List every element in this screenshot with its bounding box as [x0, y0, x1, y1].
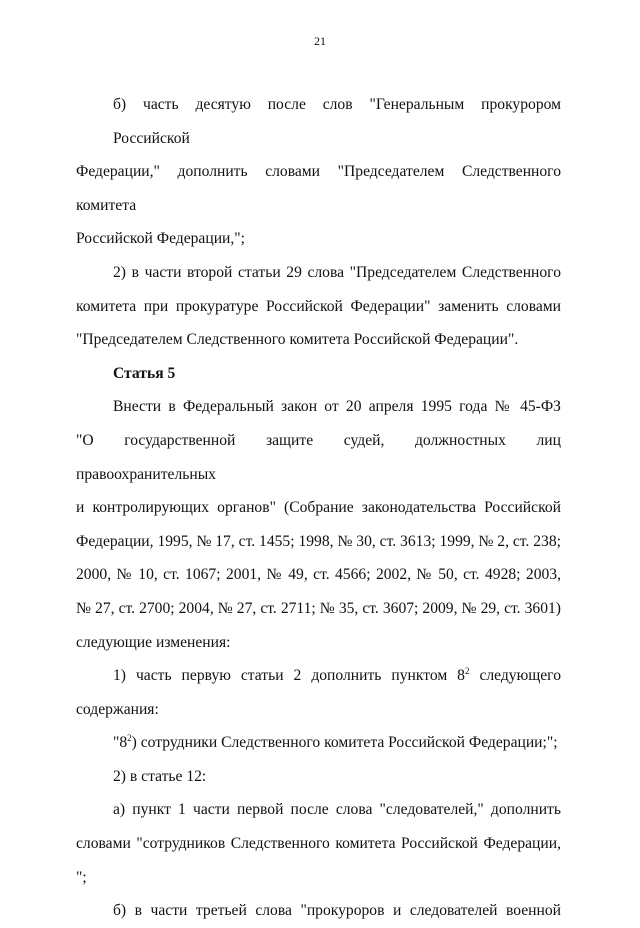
text-line: комитета при прокуратуре Российской Федерации" заменить словами [76, 297, 561, 315]
text-line: "О государственной защите судей, должностных лиц правоохранительных [76, 431, 561, 483]
text-line: 2) в части второй статьи 29 слова "Председателем Следственного [113, 263, 561, 281]
page-number: 21 [314, 34, 326, 48]
text-line: словами "сотрудников Следственного комитета Российской Федерации, "; [76, 835, 561, 886]
text-line: 2) в статье 12: [113, 767, 207, 785]
paragraph-item-1 [76, 659, 561, 726]
text-line: 2000, № 10, ст. 1067; 2001, № 49, ст. 4566; 2002, № 50, ст. 4928; 2003, [76, 566, 561, 584]
text-line: содержания: [76, 700, 159, 718]
paragraph-amendment-b [76, 88, 561, 256]
text-fragment: "8 [113, 734, 128, 752]
text-line: Внести в Федеральный закон от 20 апреля 1995 года № 45-ФЗ [113, 398, 561, 416]
text-line: Российской Федерации,"; [76, 230, 245, 248]
text-line: Федерации," дополнить словами "Председателем Следственного комитета [76, 163, 561, 214]
superscript: 2 [464, 666, 470, 677]
text-line: Федерации, 1995, № 17, ст. 1455; 1998, № 30, ст. 3613; 1999, № 2, ст. 238; [76, 532, 561, 550]
text-line: "Председателем Следственного комитета Российской Федерации". [76, 331, 519, 349]
text-line: следующие изменения: [76, 633, 231, 651]
text-fragment: следующего [469, 667, 561, 685]
superscript: 2 [127, 733, 132, 744]
paragraph-article-5-intro [76, 390, 561, 659]
document-body [76, 88, 561, 928]
text-line [76, 726, 561, 760]
text-fragment: 1) часть первую статьи 2 дополнить пунктом 8 [113, 667, 465, 685]
text-line: б) часть десятую после слов "Генеральным прокурором Российской [113, 96, 561, 147]
text-line: № 27, ст. 2700; 2004, № 27, ст. 2711; № 35, ст. 3607; 2009, № 29, ст. 3601) [76, 599, 561, 617]
paragraph-subitem-a [76, 793, 561, 894]
paragraph-quoted-item [76, 726, 561, 760]
text-line: и контролирующих органов" (Собрание законодательства Российской [76, 499, 561, 517]
text-line: а) пункт 1 части первой после слова "следователей," дополнить [113, 801, 561, 819]
text-line [76, 659, 561, 693]
paragraph-item-2 [76, 760, 561, 794]
paragraph-amendment-2 [76, 256, 561, 357]
text-line: б) в части третьей слова "прокуроров и следователей военной [113, 902, 561, 920]
paragraph-subitem-b [76, 894, 561, 928]
text-fragment: ) сотрудники Следственного комитета Российской Федерации;"; [131, 734, 558, 752]
article-heading: Статья 5 [113, 364, 176, 382]
